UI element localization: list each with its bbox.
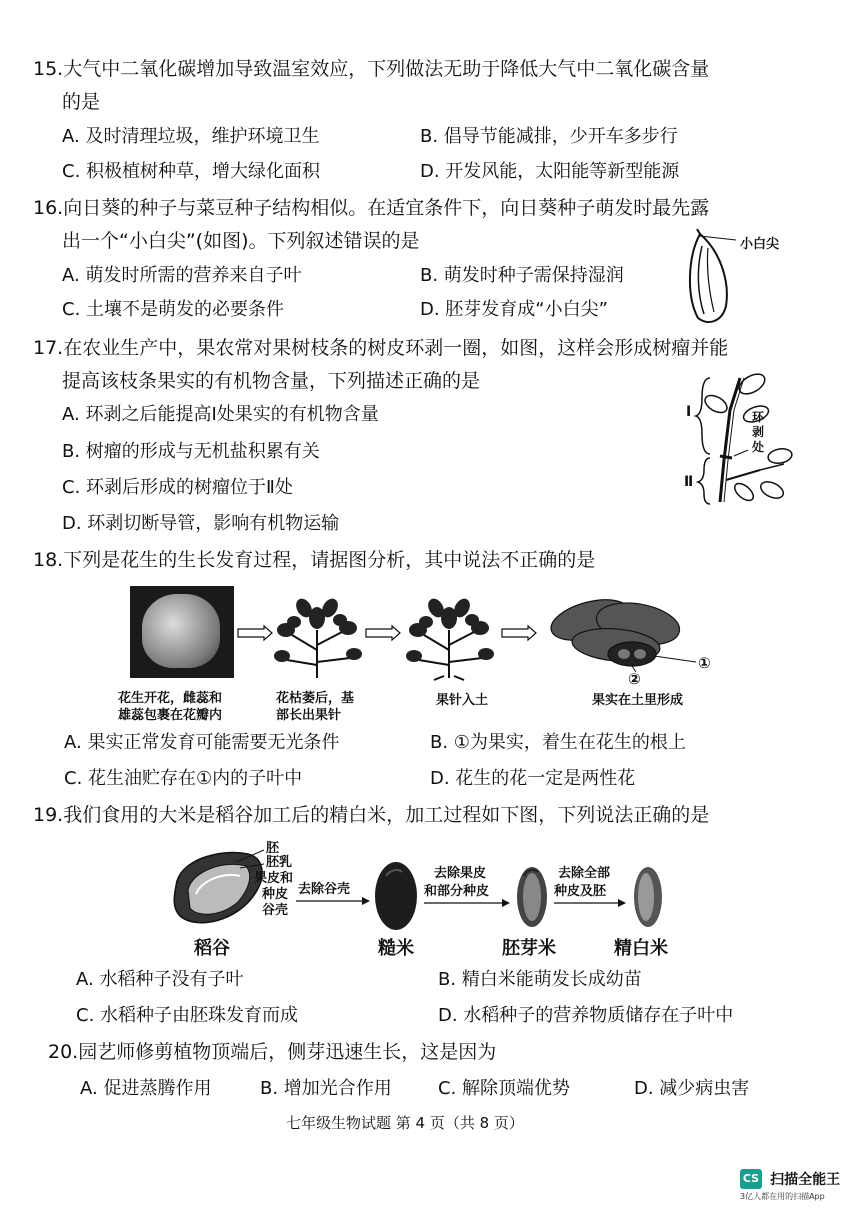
marker-1: ① [698,654,711,672]
q15-option-c: C. 积极植树种草，增大绿化面积 [62,161,321,182]
q19-stem: 19.我们食用的大米是稻谷加工后的精白米，加工过程如下图，下列说法正确的是 [33,804,710,826]
q16-stem-line2: 出一个“小白尖”(如图)。下列叙述错误的是 [62,230,420,252]
page-footer: 七年级生物试题 第 4 页（共 8 页） [286,1114,524,1132]
region-i-label: Ⅰ [686,404,692,420]
caption-1-line1: 花生开花，雌蕊和 [118,691,223,706]
caption-1-line2: 雄蕊包裹在花瓣内 [118,708,223,723]
step-3-label-line2: 种皮及胚 [554,884,607,899]
q17-stem-line2: 提高该枝条果实的有机物含量，下列描述正确的是 [62,370,481,392]
sprout-tip-label: 小白尖 [740,237,780,252]
q20-option-c: C. 解除顶端优势 [438,1078,571,1099]
part-label-embryo: 胚 [266,841,280,856]
arrow-2 [366,626,402,640]
label-white-rice: 精白米 [614,938,668,959]
q19-option-b: B. 精白米能萌发长成幼苗 [438,969,642,990]
q17-option-b: B. 树瘤的形成与无机盐积累有关 [62,441,320,462]
arrow-1 [238,626,274,640]
q20-option-b: B. 增加光合作用 [260,1078,392,1099]
step-3-arrow [554,898,626,908]
q15-stem-line2: 的是 [62,91,101,113]
part-label-endosperm: 胚乳 [266,855,293,870]
q16-option-b: B. 萌发时种子需保持湿润 [420,265,624,286]
q18-stem: 18.下列是花生的生长发育过程，请据图分析，其中说法不正确的是 [33,549,596,571]
peanut-plant-1 [272,590,362,680]
scanner-tagline: 3亿人都在用的扫描App [740,1191,825,1201]
caption-2-line2: 部长出果针 [276,708,342,723]
scanner-app-name: 扫描全能王 [770,1171,841,1188]
step-1-label: 去除谷壳 [298,882,351,897]
q19-option-d: D. 水稻种子的营养物质储存在子叶中 [438,1005,734,1026]
q18-option-a: A. 果实正常发育可能需要无光条件 [64,732,340,753]
part-label-pericarp: 果皮和 [254,871,294,886]
step-2-label-line1: 去除果皮 [434,866,487,881]
q20-option-a: A. 促进蒸腾作用 [80,1078,212,1099]
q20-option-d: D. 减少病虫害 [634,1078,750,1099]
q17-option-a: A. 环剥之后能提高Ⅰ处果实的有机物含量 [62,404,379,425]
part-label-husk: 谷壳 [262,903,289,918]
q19-option-a: A. 水稻种子没有子叶 [76,969,244,990]
part-label-seedcoat: 种皮 [262,887,289,902]
step-2-label-line2: 和部分种皮 [424,884,490,899]
q18-option-c: C. 花生油贮存在①内的子叶中 [64,768,303,789]
brown-rice-figure [372,858,422,934]
region-ii-label: Ⅱ [684,474,694,490]
step-1-arrow [296,896,370,906]
q16-option-a: A. 萌发时所需的营养来自子叶 [62,265,302,286]
arrow-3 [502,626,538,640]
q15-option-d: D. 开发风能，太阳能等新型能源 [420,161,680,182]
girdled-branch-figure [680,370,800,510]
caption-2-line1: 花枯萎后，基 [276,691,355,706]
q18-option-b: B. ①为果实，着生在花生的根上 [430,732,686,753]
germ-rice-figure [512,862,552,932]
q17-option-d: D. 环剥切断导管，影响有机物运输 [62,513,340,534]
scanner-badge-icon: CS [740,1169,762,1189]
flower-shape [142,594,220,668]
peanut-plant-2 [404,590,494,680]
q15-option-b: B. 倡导节能减排，少开车多步行 [420,126,678,147]
q19-option-c: C. 水稻种子由胚珠发育而成 [76,1005,299,1026]
caption-3: 果针入土 [436,693,489,708]
q16-option-c: C. 土壤不是萌发的必要条件 [62,299,285,320]
step-2-arrow [424,898,510,908]
q17-stem-line1: 17.在农业生产中，果农常对果树枝条的树皮环剥一圈，如图，这样会形成树瘤并能 [33,337,729,359]
q15-stem-line1: 15.大气中二氧化碳增加导致温室效应，下列做法无助于降低大气中二氧化碳含量 [33,58,710,80]
label-brown-rice: 糙米 [378,938,414,959]
scanner-watermark [740,1168,840,1202]
peanut-flower-photo [130,586,234,678]
label-germ-rice: 胚芽米 [502,938,556,959]
q15-option-a: A. 及时清理垃圾，维护环境卫生 [62,126,320,147]
label-rough-rice: 稻谷 [194,938,230,959]
q20-stem: 20.园艺师修剪植物顶端后，侧芽迅速生长，这是因为 [48,1041,497,1063]
girdle-label: 环剥处 [752,410,765,454]
q16-stem-line1: 16.向日葵的种子与菜豆种子结构相似。在适宜条件下，向日葵种子萌发时最先露 [33,197,710,219]
q16-option-d: D. 胚芽发育成“小白尖” [420,299,608,320]
marker-2: ② [628,670,641,688]
q18-option-d: D. 花生的花一定是两性花 [430,768,636,789]
caption-4: 果实在土里形成 [592,693,684,708]
q17-option-c: C. 环剥后形成的树瘤位于Ⅱ处 [62,477,293,498]
white-rice-figure [628,862,668,932]
step-3-label-line1: 去除全部 [558,866,611,881]
part-leader-lines [236,846,266,916]
